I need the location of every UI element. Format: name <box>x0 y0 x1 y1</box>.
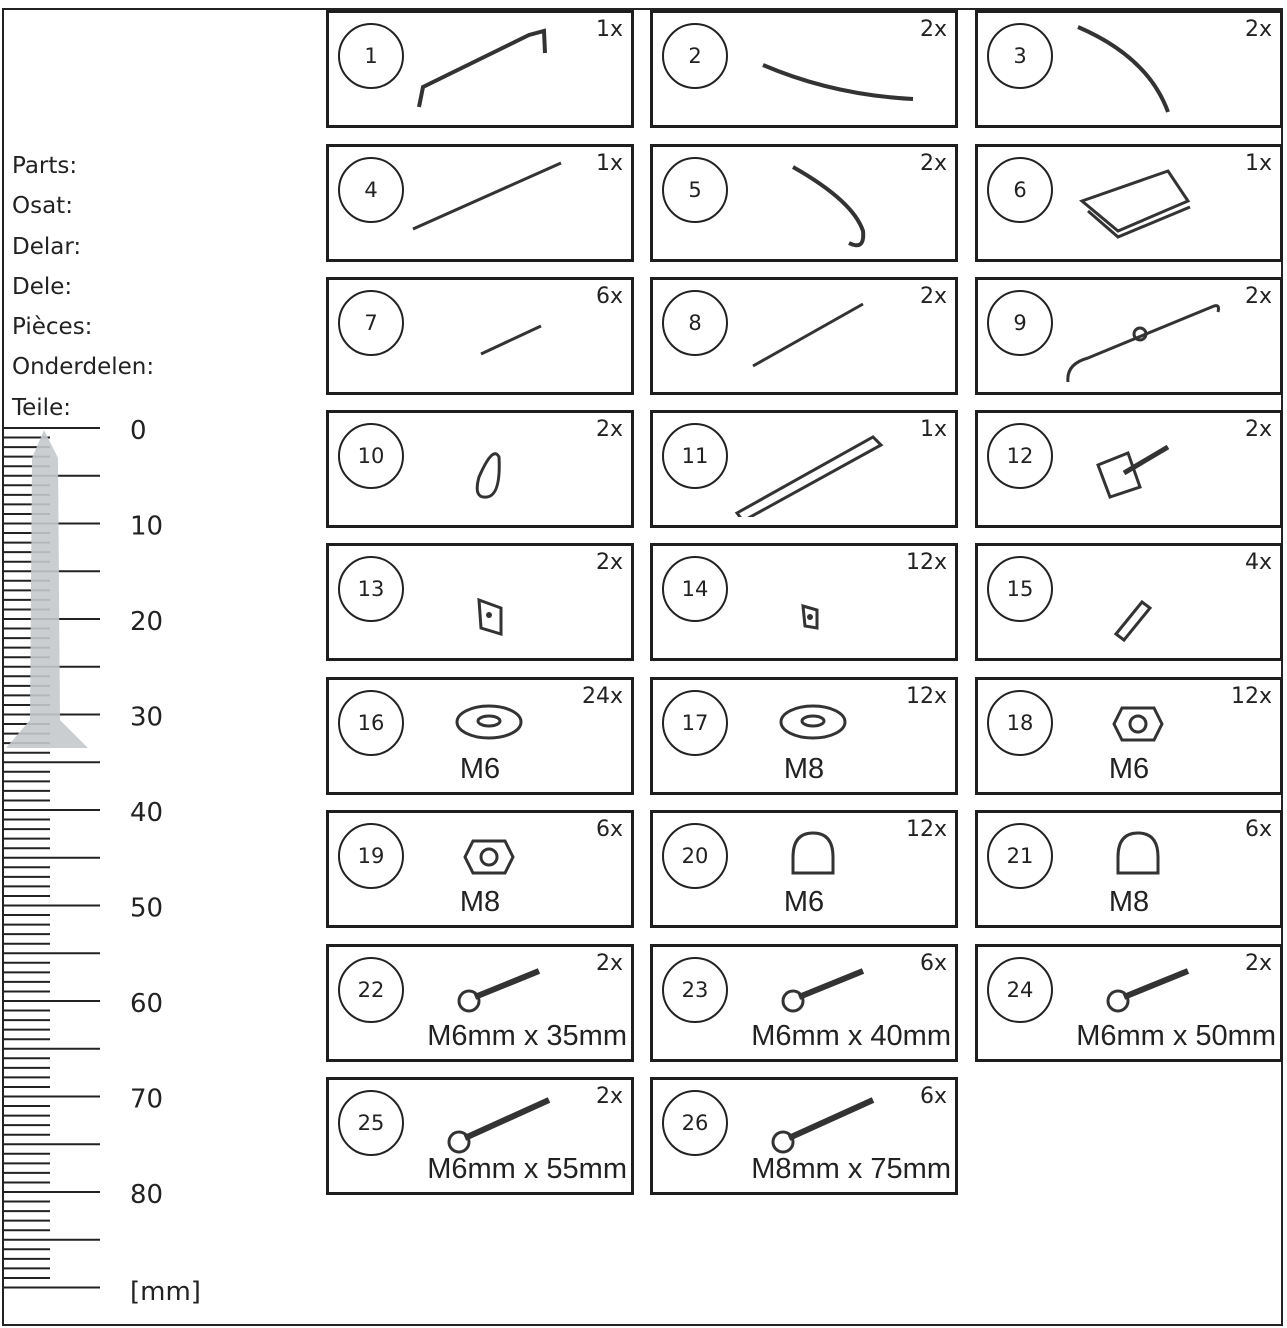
threaded-pin-icon <box>1058 550 1278 650</box>
long-rod-icon <box>409 151 629 251</box>
part-number-badge: 4 <box>338 157 404 223</box>
part-number-badge: 19 <box>338 823 404 889</box>
part-cell-3 <box>975 10 1283 128</box>
part-number-badge: 6 <box>987 157 1053 223</box>
part-cell-26 <box>650 1077 958 1195</box>
ruler-unit: [mm] <box>130 1277 201 1307</box>
part-cell-23 <box>650 944 958 1062</box>
part-number-badge: 16 <box>338 690 404 756</box>
part-cell-24 <box>975 944 1283 1062</box>
part-number-badge: 17 <box>662 690 728 756</box>
small-plate-icon <box>733 550 953 650</box>
part-size: M6mm x 50mm <box>1076 1020 1276 1052</box>
part-cell-14 <box>650 543 958 661</box>
part-size: M6mm x 35mm <box>427 1020 627 1052</box>
part-number-badge: 11 <box>662 423 728 489</box>
part-number-badge: 13 <box>338 556 404 622</box>
part-cell-22 <box>326 944 634 1062</box>
part-number-badge: 22 <box>338 957 404 1023</box>
ruler-tick-label: 40 <box>130 798 164 828</box>
part-size: M8 <box>783 753 825 785</box>
t-bolt-icon <box>1058 417 1278 517</box>
part-number-badge: 10 <box>338 423 404 489</box>
part-cell-19 <box>326 810 634 928</box>
part-quantity: 2x <box>595 417 623 442</box>
part-quantity: 2x <box>595 550 623 575</box>
part-size: M6 <box>459 753 501 785</box>
part-number-badge: 21 <box>987 823 1053 889</box>
label-pieces: Pièces: <box>12 314 93 341</box>
spring-rod-icon <box>1058 284 1278 384</box>
bent-rod-icon <box>1058 17 1278 117</box>
label-osat: Osat: <box>12 193 73 220</box>
crossbar-icon <box>733 417 953 517</box>
part-quantity: 6x <box>919 951 947 976</box>
part-quantity: 6x <box>1244 817 1272 842</box>
part-size: M6 <box>1108 753 1150 785</box>
part-number-badge: 20 <box>662 823 728 889</box>
part-size: M6mm x 40mm <box>751 1020 951 1052</box>
part-number-badge: 24 <box>987 957 1053 1023</box>
part-number-badge: 7 <box>338 290 404 356</box>
part-cell-9 <box>975 277 1283 395</box>
part-cell-20 <box>650 810 958 928</box>
part-cell-15 <box>975 543 1283 661</box>
part-number-badge: 2 <box>662 23 728 89</box>
part-number-badge: 15 <box>987 556 1053 622</box>
thin-rod-icon <box>733 284 953 384</box>
part-size: M8 <box>459 886 501 918</box>
part-number-badge: 25 <box>338 1090 404 1156</box>
part-cell-6 <box>975 144 1283 262</box>
part-size: M8 <box>1108 886 1150 918</box>
part-cell-5 <box>650 144 958 262</box>
part-quantity: 6x <box>595 284 623 309</box>
part-number-badge: 14 <box>662 556 728 622</box>
part-number-badge: 5 <box>662 157 728 223</box>
part-number-badge: 9 <box>987 290 1053 356</box>
short-rod-icon <box>409 284 629 384</box>
part-cell-17 <box>650 677 958 795</box>
part-quantity: 2x <box>919 151 947 176</box>
part-cell-18 <box>975 677 1283 795</box>
part-cell-7 <box>326 277 634 395</box>
part-cell-4 <box>326 144 634 262</box>
part-number-badge: 26 <box>662 1090 728 1156</box>
ruler-tick-label: 80 <box>130 1180 164 1210</box>
part-quantity: 2x <box>1244 417 1272 442</box>
part-quantity: 2x <box>1244 951 1272 976</box>
part-quantity: 1x <box>919 417 947 442</box>
part-size: M6mm x 55mm <box>427 1153 627 1185</box>
part-cell-10 <box>326 410 634 528</box>
part-cell-2 <box>650 10 958 128</box>
screw-silhouette-icon <box>6 430 88 748</box>
ruler-tick-label: 70 <box>130 1084 164 1115</box>
seat-cover-icon <box>1058 151 1278 251</box>
label-delar: Delar: <box>12 233 82 260</box>
part-cell-13 <box>326 543 634 661</box>
part-quantity: 24x <box>581 684 623 709</box>
ruler-tick-label: 30 <box>130 702 164 733</box>
mm-ruler <box>0 0 260 1328</box>
part-size: M6 <box>783 886 825 918</box>
ruler-tick-label: 60 <box>130 989 164 1019</box>
part-cell-21 <box>975 810 1283 928</box>
part-quantity: 6x <box>595 817 623 842</box>
square-plate-icon <box>409 550 629 650</box>
part-quantity: 2x <box>919 284 947 309</box>
part-quantity: 12x <box>905 550 947 575</box>
label-dele: Dele: <box>12 273 73 300</box>
part-quantity: 12x <box>905 817 947 842</box>
part-quantity: 2x <box>919 17 947 42</box>
ruler-tick-label: 50 <box>130 893 164 924</box>
part-cell-8 <box>650 277 958 395</box>
part-size: M8mm x 75mm <box>751 1153 951 1185</box>
part-quantity: 2x <box>595 951 623 976</box>
frame-rod-icon <box>409 17 629 117</box>
part-cell-12 <box>975 410 1283 528</box>
part-number-badge: 8 <box>662 290 728 356</box>
part-number-badge: 18 <box>987 690 1053 756</box>
part-quantity: 1x <box>595 17 623 42</box>
part-quantity: 6x <box>919 1084 947 1109</box>
label-onderdelen: Onderdelen: <box>12 354 155 381</box>
part-quantity: 2x <box>1244 17 1272 42</box>
part-number-badge: 23 <box>662 957 728 1023</box>
part-quantity: 2x <box>1244 284 1272 309</box>
part-quantity: 12x <box>905 684 947 709</box>
ruler-tick-label: 20 <box>130 607 164 637</box>
part-cell-16 <box>326 677 634 795</box>
part-quantity: 1x <box>1244 151 1272 176</box>
curved-rod-icon <box>733 17 953 117</box>
part-cell-1 <box>326 10 634 128</box>
part-cell-11 <box>650 410 958 528</box>
part-cell-25 <box>326 1077 634 1195</box>
label-parts: Parts: <box>12 153 78 179</box>
label-teile: Teile: <box>12 394 71 421</box>
part-quantity: 4x <box>1244 550 1272 575</box>
part-number-badge: 12 <box>987 423 1053 489</box>
carabiner-icon <box>409 417 629 517</box>
part-quantity: 1x <box>595 151 623 176</box>
part-quantity: 12x <box>1230 684 1272 709</box>
ruler-tick-label: 10 <box>130 511 164 542</box>
ruler-tick-label: 0 <box>130 416 147 446</box>
hook-rod-icon <box>733 151 953 251</box>
part-quantity: 2x <box>595 1084 623 1109</box>
part-number-badge: 3 <box>987 23 1053 89</box>
part-number-badge: 1 <box>338 23 404 89</box>
